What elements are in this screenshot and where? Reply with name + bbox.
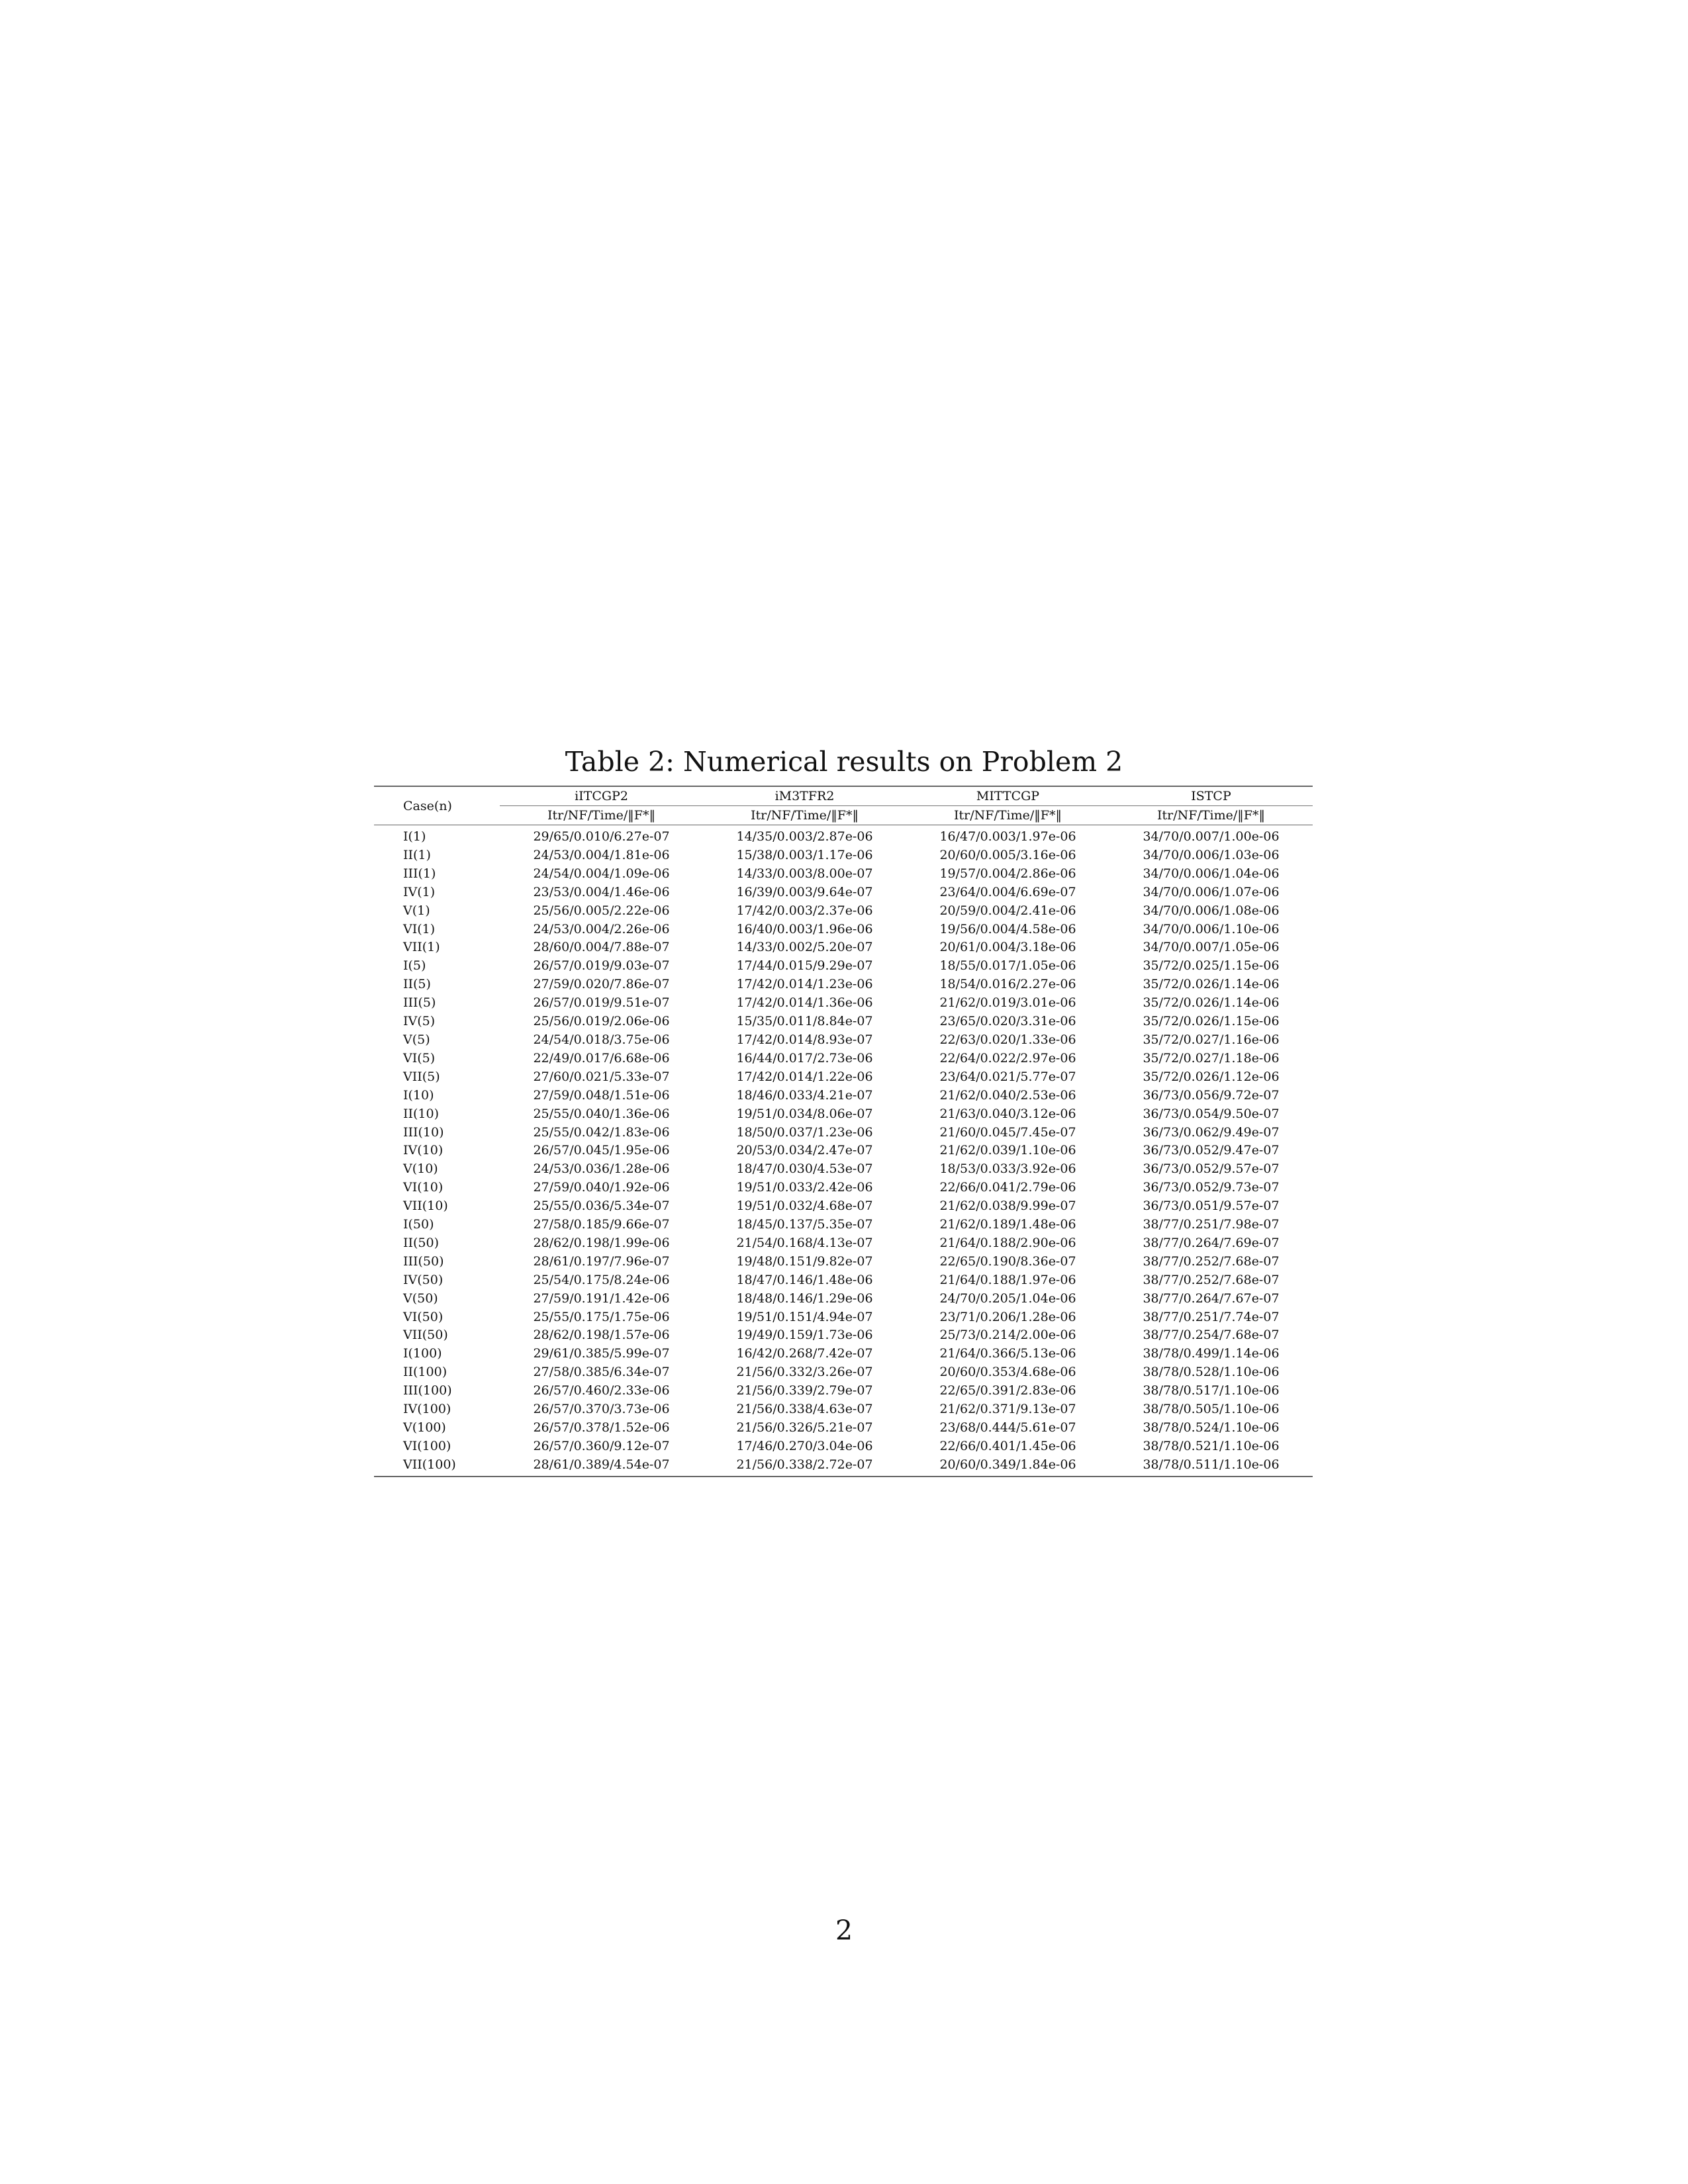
result-cell: 18/47/0.146/1.48e-06 <box>736 1272 873 1287</box>
table-row <box>374 1419 1313 1437</box>
result-cell: 18/48/0.146/1.29e-06 <box>736 1291 873 1306</box>
result-cell: 24/54/0.018/3.75e-06 <box>533 1032 670 1047</box>
case-cell: V(100) <box>403 1420 446 1435</box>
table-row <box>374 1142 1313 1160</box>
result-cell: 35/72/0.026/1.12e-06 <box>1143 1069 1280 1084</box>
result-cell: 27/60/0.021/5.33e-07 <box>533 1069 670 1084</box>
table-row <box>374 1363 1313 1382</box>
result-cell: 36/73/0.052/9.73e-07 <box>1143 1180 1280 1195</box>
result-cell: 24/53/0.004/1.81e-06 <box>533 847 670 862</box>
result-cell: 34/70/0.007/1.00e-06 <box>1143 829 1280 844</box>
case-cell: V(5) <box>403 1032 430 1047</box>
result-cell: 14/35/0.003/2.87e-06 <box>736 829 873 844</box>
result-cell: 17/42/0.014/1.23e-06 <box>736 977 873 992</box>
result-cell: 18/54/0.016/2.27e-06 <box>939 977 1076 992</box>
result-cell: 19/51/0.033/2.42e-06 <box>736 1180 873 1195</box>
result-cell: 23/68/0.444/5.61e-07 <box>939 1420 1076 1435</box>
table-row <box>374 1031 1313 1050</box>
result-cell: 28/61/0.389/4.54e-07 <box>500 1456 703 1477</box>
result-cell: 22/64/0.022/2.97e-06 <box>939 1050 1076 1066</box>
result-cell: 34/70/0.007/1.05e-06 <box>1143 940 1280 955</box>
case-cell: IV(100) <box>403 1402 451 1417</box>
result-cell: 26/57/0.378/1.52e-06 <box>533 1420 670 1435</box>
table-row <box>374 1105 1313 1124</box>
result-cell: 16/47/0.003/1.97e-06 <box>939 829 1076 844</box>
result-cell: 38/78/0.517/1.10e-06 <box>1143 1383 1280 1398</box>
result-cell: 24/54/0.004/1.09e-06 <box>533 866 670 881</box>
result-cell: 19/51/0.032/4.68e-07 <box>736 1199 873 1214</box>
result-cell: 20/61/0.004/3.18e-06 <box>939 940 1076 955</box>
case-cell: V(10) <box>403 1161 438 1177</box>
result-cell: 14/33/0.002/5.20e-07 <box>736 940 873 955</box>
result-cell: 17/42/0.003/2.37e-06 <box>736 903 873 918</box>
case-cell: VI(100) <box>403 1438 451 1453</box>
case-cell: III(100) <box>403 1383 452 1398</box>
case-cell: I(50) <box>403 1217 434 1232</box>
result-cell: 22/65/0.190/8.36e-07 <box>939 1253 1076 1269</box>
case-cell: III(10) <box>403 1124 444 1140</box>
case-cell: I(10) <box>403 1087 434 1103</box>
result-cell: 22/63/0.020/1.33e-06 <box>939 1032 1076 1047</box>
result-cell: 16/44/0.017/2.73e-06 <box>736 1050 873 1066</box>
result-cell: 16/39/0.003/9.64e-07 <box>736 884 873 899</box>
result-cell: 20/59/0.004/2.41e-06 <box>939 903 1076 918</box>
result-cell: 38/78/0.521/1.10e-06 <box>1143 1438 1280 1453</box>
case-cell: IV(10) <box>403 1143 444 1158</box>
table-row <box>374 957 1313 976</box>
result-cell: 26/57/0.460/2.33e-06 <box>533 1383 670 1398</box>
result-cell: 35/72/0.027/1.18e-06 <box>1143 1050 1280 1066</box>
result-cell: 15/38/0.003/1.17e-06 <box>736 847 873 862</box>
result-cell: 21/56/0.338/4.63e-07 <box>736 1402 873 1417</box>
method-header-mittcgp: MITTCGP <box>906 786 1109 806</box>
result-cell: 27/58/0.385/6.34e-07 <box>533 1365 670 1380</box>
result-cell: 27/59/0.040/1.92e-06 <box>533 1180 670 1195</box>
result-cell: 25/73/0.214/2.00e-06 <box>939 1328 1076 1343</box>
table-row <box>374 825 1313 846</box>
case-cell: IV(50) <box>403 1272 444 1287</box>
case-cell: IV(1) <box>403 884 436 899</box>
result-cell: 22/66/0.041/2.79e-06 <box>939 1180 1076 1195</box>
result-cell: 28/62/0.198/1.57e-06 <box>533 1328 670 1343</box>
case-cell: II(50) <box>403 1235 440 1250</box>
case-cell: VI(50) <box>403 1309 444 1324</box>
table-row <box>374 1068 1313 1087</box>
result-cell: 28/60/0.004/7.88e-07 <box>533 940 670 955</box>
result-cell: 20/60/0.353/4.68e-06 <box>939 1365 1076 1380</box>
result-cell: 21/64/0.188/1.97e-06 <box>939 1272 1076 1287</box>
table-caption: Table 2: Numerical results on Problem 2 <box>565 746 1123 778</box>
result-cell: 35/72/0.025/1.15e-06 <box>1143 958 1280 974</box>
table-row <box>374 1382 1313 1400</box>
result-cell: 14/33/0.003/8.00e-07 <box>736 866 873 881</box>
result-cell: 21/62/0.040/2.53e-06 <box>939 1087 1076 1103</box>
result-cell: 36/73/0.056/9.72e-07 <box>1143 1087 1280 1103</box>
result-cell: 15/35/0.011/8.84e-07 <box>736 1014 873 1029</box>
case-cell: VII(5) <box>403 1069 440 1084</box>
result-cell: 22/49/0.017/6.68e-06 <box>533 1050 670 1066</box>
result-cell: 18/46/0.033/4.21e-07 <box>736 1087 873 1103</box>
result-cell: 21/60/0.045/7.45e-07 <box>939 1124 1076 1140</box>
result-cell: 35/72/0.026/1.14e-06 <box>1143 977 1280 992</box>
result-cell: 17/42/0.014/1.36e-06 <box>736 995 873 1011</box>
result-cell: 25/55/0.042/1.83e-06 <box>533 1124 670 1140</box>
case-cell: III(5) <box>403 995 436 1011</box>
result-cell: 25/54/0.175/8.24e-06 <box>533 1272 670 1287</box>
result-cell: 21/62/0.019/3.01e-06 <box>939 995 1076 1011</box>
result-cell: 19/48/0.151/9.82e-07 <box>736 1253 873 1269</box>
result-cell: 28/61/0.197/7.96e-07 <box>533 1253 670 1269</box>
table-row <box>374 1234 1313 1253</box>
table-row <box>374 1197 1313 1216</box>
result-cell: 26/57/0.370/3.73e-06 <box>533 1402 670 1417</box>
table-row <box>374 1087 1313 1105</box>
result-cell: 16/40/0.003/1.96e-06 <box>736 921 873 936</box>
result-cell: 34/70/0.006/1.03e-06 <box>1143 847 1280 862</box>
table-row <box>374 1308 1313 1327</box>
case-cell: V(1) <box>403 903 430 918</box>
table-row <box>374 938 1313 957</box>
result-cell: 27/58/0.185/9.66e-07 <box>533 1217 670 1232</box>
case-cell: IV(5) <box>403 1014 436 1029</box>
result-cell: 35/72/0.026/1.15e-06 <box>1143 1014 1280 1029</box>
case-cell: VII(50) <box>403 1328 448 1343</box>
result-cell: 24/53/0.036/1.28e-06 <box>533 1161 670 1177</box>
result-cell: 34/70/0.006/1.10e-06 <box>1143 921 1280 936</box>
result-cell: 18/50/0.037/1.23e-06 <box>736 1124 873 1140</box>
result-cell: 34/70/0.006/1.08e-06 <box>1143 903 1280 918</box>
result-cell: 29/65/0.010/6.27e-07 <box>533 829 670 844</box>
table-row <box>374 1253 1313 1271</box>
result-cell: 38/78/0.524/1.10e-06 <box>1143 1420 1280 1435</box>
result-cell: 18/47/0.030/4.53e-07 <box>736 1161 873 1177</box>
result-cell: 17/42/0.014/8.93e-07 <box>736 1032 873 1047</box>
results-table <box>374 786 1313 1477</box>
result-cell: 38/77/0.251/7.74e-07 <box>1143 1309 1280 1324</box>
table-row <box>374 846 1313 865</box>
table-row <box>374 1013 1313 1031</box>
result-cell: 21/56/0.326/5.21e-07 <box>736 1420 873 1435</box>
case-cell: VI(1) <box>403 921 436 936</box>
case-cell: II(10) <box>403 1106 440 1121</box>
result-cell: 20/60/0.005/3.16e-06 <box>939 847 1076 862</box>
result-cell: 27/59/0.048/1.51e-06 <box>533 1087 670 1103</box>
result-cell: 20/60/0.349/1.84e-06 <box>906 1456 1109 1477</box>
result-cell: 38/77/0.264/7.67e-07 <box>1143 1291 1280 1306</box>
table-row <box>374 1179 1313 1197</box>
metric-subheader: Itr/NF/Time/‖F*‖ <box>703 806 906 825</box>
case-cell: V(50) <box>403 1291 438 1306</box>
case-cell: VII(1) <box>403 940 440 955</box>
result-cell: 29/61/0.385/5.99e-07 <box>533 1346 670 1361</box>
result-cell: 38/77/0.252/7.68e-07 <box>1143 1253 1280 1269</box>
result-cell: 18/53/0.033/3.92e-06 <box>939 1161 1076 1177</box>
table-row <box>374 921 1313 939</box>
result-cell: 38/77/0.264/7.69e-07 <box>1143 1235 1280 1250</box>
result-cell: 38/78/0.505/1.10e-06 <box>1143 1402 1280 1417</box>
result-cell: 21/62/0.038/9.99e-07 <box>939 1199 1076 1214</box>
result-cell: 21/56/0.332/3.26e-07 <box>736 1365 873 1380</box>
result-cell: 18/45/0.137/5.35e-07 <box>736 1217 873 1232</box>
result-cell: 23/71/0.206/1.28e-06 <box>939 1309 1076 1324</box>
result-cell: 18/55/0.017/1.05e-06 <box>939 958 1076 974</box>
table-header <box>374 786 1313 825</box>
result-cell: 19/49/0.159/1.73e-06 <box>736 1328 873 1343</box>
table-row <box>374 1290 1313 1308</box>
result-cell: 26/57/0.360/9.12e-07 <box>533 1438 670 1453</box>
result-cell: 38/78/0.511/1.10e-06 <box>1109 1456 1313 1477</box>
result-cell: 28/62/0.198/1.99e-06 <box>533 1235 670 1250</box>
result-cell: 36/73/0.054/9.50e-07 <box>1143 1106 1280 1121</box>
case-cell: III(50) <box>403 1253 444 1269</box>
case-cell: I(5) <box>403 958 426 974</box>
result-cell: 23/64/0.004/6.69e-07 <box>939 884 1076 899</box>
result-cell: 16/42/0.268/7.42e-07 <box>736 1346 873 1361</box>
result-cell: 23/53/0.004/1.46e-06 <box>533 884 670 899</box>
result-cell: 19/51/0.151/4.94e-07 <box>736 1309 873 1324</box>
method-header-istcp: ISTCP <box>1109 786 1313 806</box>
table-row <box>374 1456 1313 1477</box>
case-header: Case(n) <box>374 786 500 825</box>
result-cell: 21/56/0.338/2.72e-07 <box>703 1456 906 1477</box>
table-row <box>374 865 1313 884</box>
metric-subheader: Itr/NF/Time/‖F*‖ <box>500 806 703 825</box>
result-cell: 36/73/0.062/9.49e-07 <box>1143 1124 1280 1140</box>
result-cell: 38/77/0.251/7.98e-07 <box>1143 1217 1280 1232</box>
table-row <box>374 1216 1313 1234</box>
result-cell: 27/59/0.191/1.42e-06 <box>533 1291 670 1306</box>
method-header-im3tfr2: iM3TFR2 <box>703 786 906 806</box>
metric-subheader: Itr/NF/Time/‖F*‖ <box>906 806 1109 825</box>
result-cell: 25/55/0.175/1.75e-06 <box>533 1309 670 1324</box>
result-cell: 36/73/0.052/9.57e-07 <box>1143 1161 1280 1177</box>
result-cell: 38/77/0.254/7.68e-07 <box>1143 1328 1280 1343</box>
result-cell: 25/55/0.036/5.34e-07 <box>533 1199 670 1214</box>
result-cell: 22/66/0.401/1.45e-06 <box>939 1438 1076 1453</box>
result-cell: 19/51/0.034/8.06e-07 <box>736 1106 873 1121</box>
table-row <box>374 1345 1313 1363</box>
result-cell: 38/78/0.528/1.10e-06 <box>1143 1365 1280 1380</box>
result-cell: 25/56/0.019/2.06e-06 <box>533 1014 670 1029</box>
case-cell: II(5) <box>403 977 431 992</box>
case-cell: VI(5) <box>403 1050 436 1066</box>
case-cell: VII(100) <box>374 1456 500 1477</box>
result-cell: 27/59/0.020/7.86e-07 <box>533 977 670 992</box>
table-row <box>374 1160 1313 1179</box>
result-cell: 19/56/0.004/4.58e-06 <box>939 921 1076 936</box>
result-cell: 38/78/0.499/1.14e-06 <box>1143 1346 1280 1361</box>
result-cell: 17/44/0.015/9.29e-07 <box>736 958 873 974</box>
table-row <box>374 994 1313 1013</box>
result-cell: 23/65/0.020/3.31e-06 <box>939 1014 1076 1029</box>
result-cell: 26/57/0.019/9.03e-07 <box>533 958 670 974</box>
result-cell: 24/70/0.205/1.04e-06 <box>939 1291 1076 1306</box>
result-cell: 24/53/0.004/2.26e-06 <box>533 921 670 936</box>
result-cell: 21/64/0.366/5.13e-06 <box>939 1346 1076 1361</box>
table-row <box>374 884 1313 902</box>
case-cell: I(100) <box>403 1346 442 1361</box>
case-cell: I(1) <box>403 829 426 844</box>
result-cell: 21/63/0.040/3.12e-06 <box>939 1106 1076 1121</box>
result-cell: 17/42/0.014/1.22e-06 <box>736 1069 873 1084</box>
page-number: 2 <box>835 1915 853 1946</box>
result-cell: 19/57/0.004/2.86e-06 <box>939 866 1076 881</box>
table-row <box>374 902 1313 921</box>
result-cell: 34/70/0.006/1.04e-06 <box>1143 866 1280 881</box>
result-cell: 36/73/0.051/9.57e-07 <box>1143 1199 1280 1214</box>
table-row <box>374 1437 1313 1456</box>
case-cell: II(1) <box>403 847 431 862</box>
result-cell: 22/65/0.391/2.83e-06 <box>939 1383 1076 1398</box>
method-header-iitcgp2: iITCGP2 <box>500 786 703 806</box>
result-cell: 34/70/0.006/1.07e-06 <box>1143 884 1280 899</box>
result-cell: 36/73/0.052/9.47e-07 <box>1143 1143 1280 1158</box>
result-cell: 21/62/0.039/1.10e-06 <box>939 1143 1076 1158</box>
result-cell: 38/77/0.252/7.68e-07 <box>1143 1272 1280 1287</box>
result-cell: 21/64/0.188/2.90e-06 <box>939 1235 1076 1250</box>
table-body <box>374 825 1313 1477</box>
result-cell: 21/54/0.168/4.13e-07 <box>736 1235 873 1250</box>
table-row <box>374 1400 1313 1419</box>
table-row <box>374 1050 1313 1068</box>
table-row <box>374 1271 1313 1290</box>
result-cell: 20/53/0.034/2.47e-07 <box>736 1143 873 1158</box>
result-cell: 21/62/0.189/1.48e-06 <box>939 1217 1076 1232</box>
result-cell: 25/55/0.040/1.36e-06 <box>533 1106 670 1121</box>
case-cell: VII(10) <box>403 1199 448 1214</box>
result-cell: 35/72/0.026/1.14e-06 <box>1143 995 1280 1011</box>
result-cell: 35/72/0.027/1.16e-06 <box>1143 1032 1280 1047</box>
result-cell: 23/64/0.021/5.77e-07 <box>939 1069 1076 1084</box>
result-cell: 26/57/0.045/1.95e-06 <box>533 1143 670 1158</box>
metric-subheader: Itr/NF/Time/‖F*‖ <box>1109 806 1313 825</box>
result-cell: 21/62/0.371/9.13e-07 <box>939 1402 1076 1417</box>
result-cell: 21/56/0.339/2.79e-07 <box>736 1383 873 1398</box>
table-row <box>374 1326 1313 1345</box>
table-row <box>374 1124 1313 1142</box>
case-cell: III(1) <box>403 866 436 881</box>
result-cell: 25/56/0.005/2.22e-06 <box>533 903 670 918</box>
table-row <box>374 976 1313 994</box>
case-cell: VI(10) <box>403 1180 444 1195</box>
result-cell: 26/57/0.019/9.51e-07 <box>533 995 670 1011</box>
case-cell: II(100) <box>403 1365 447 1380</box>
result-cell: 17/46/0.270/3.04e-06 <box>736 1438 873 1453</box>
